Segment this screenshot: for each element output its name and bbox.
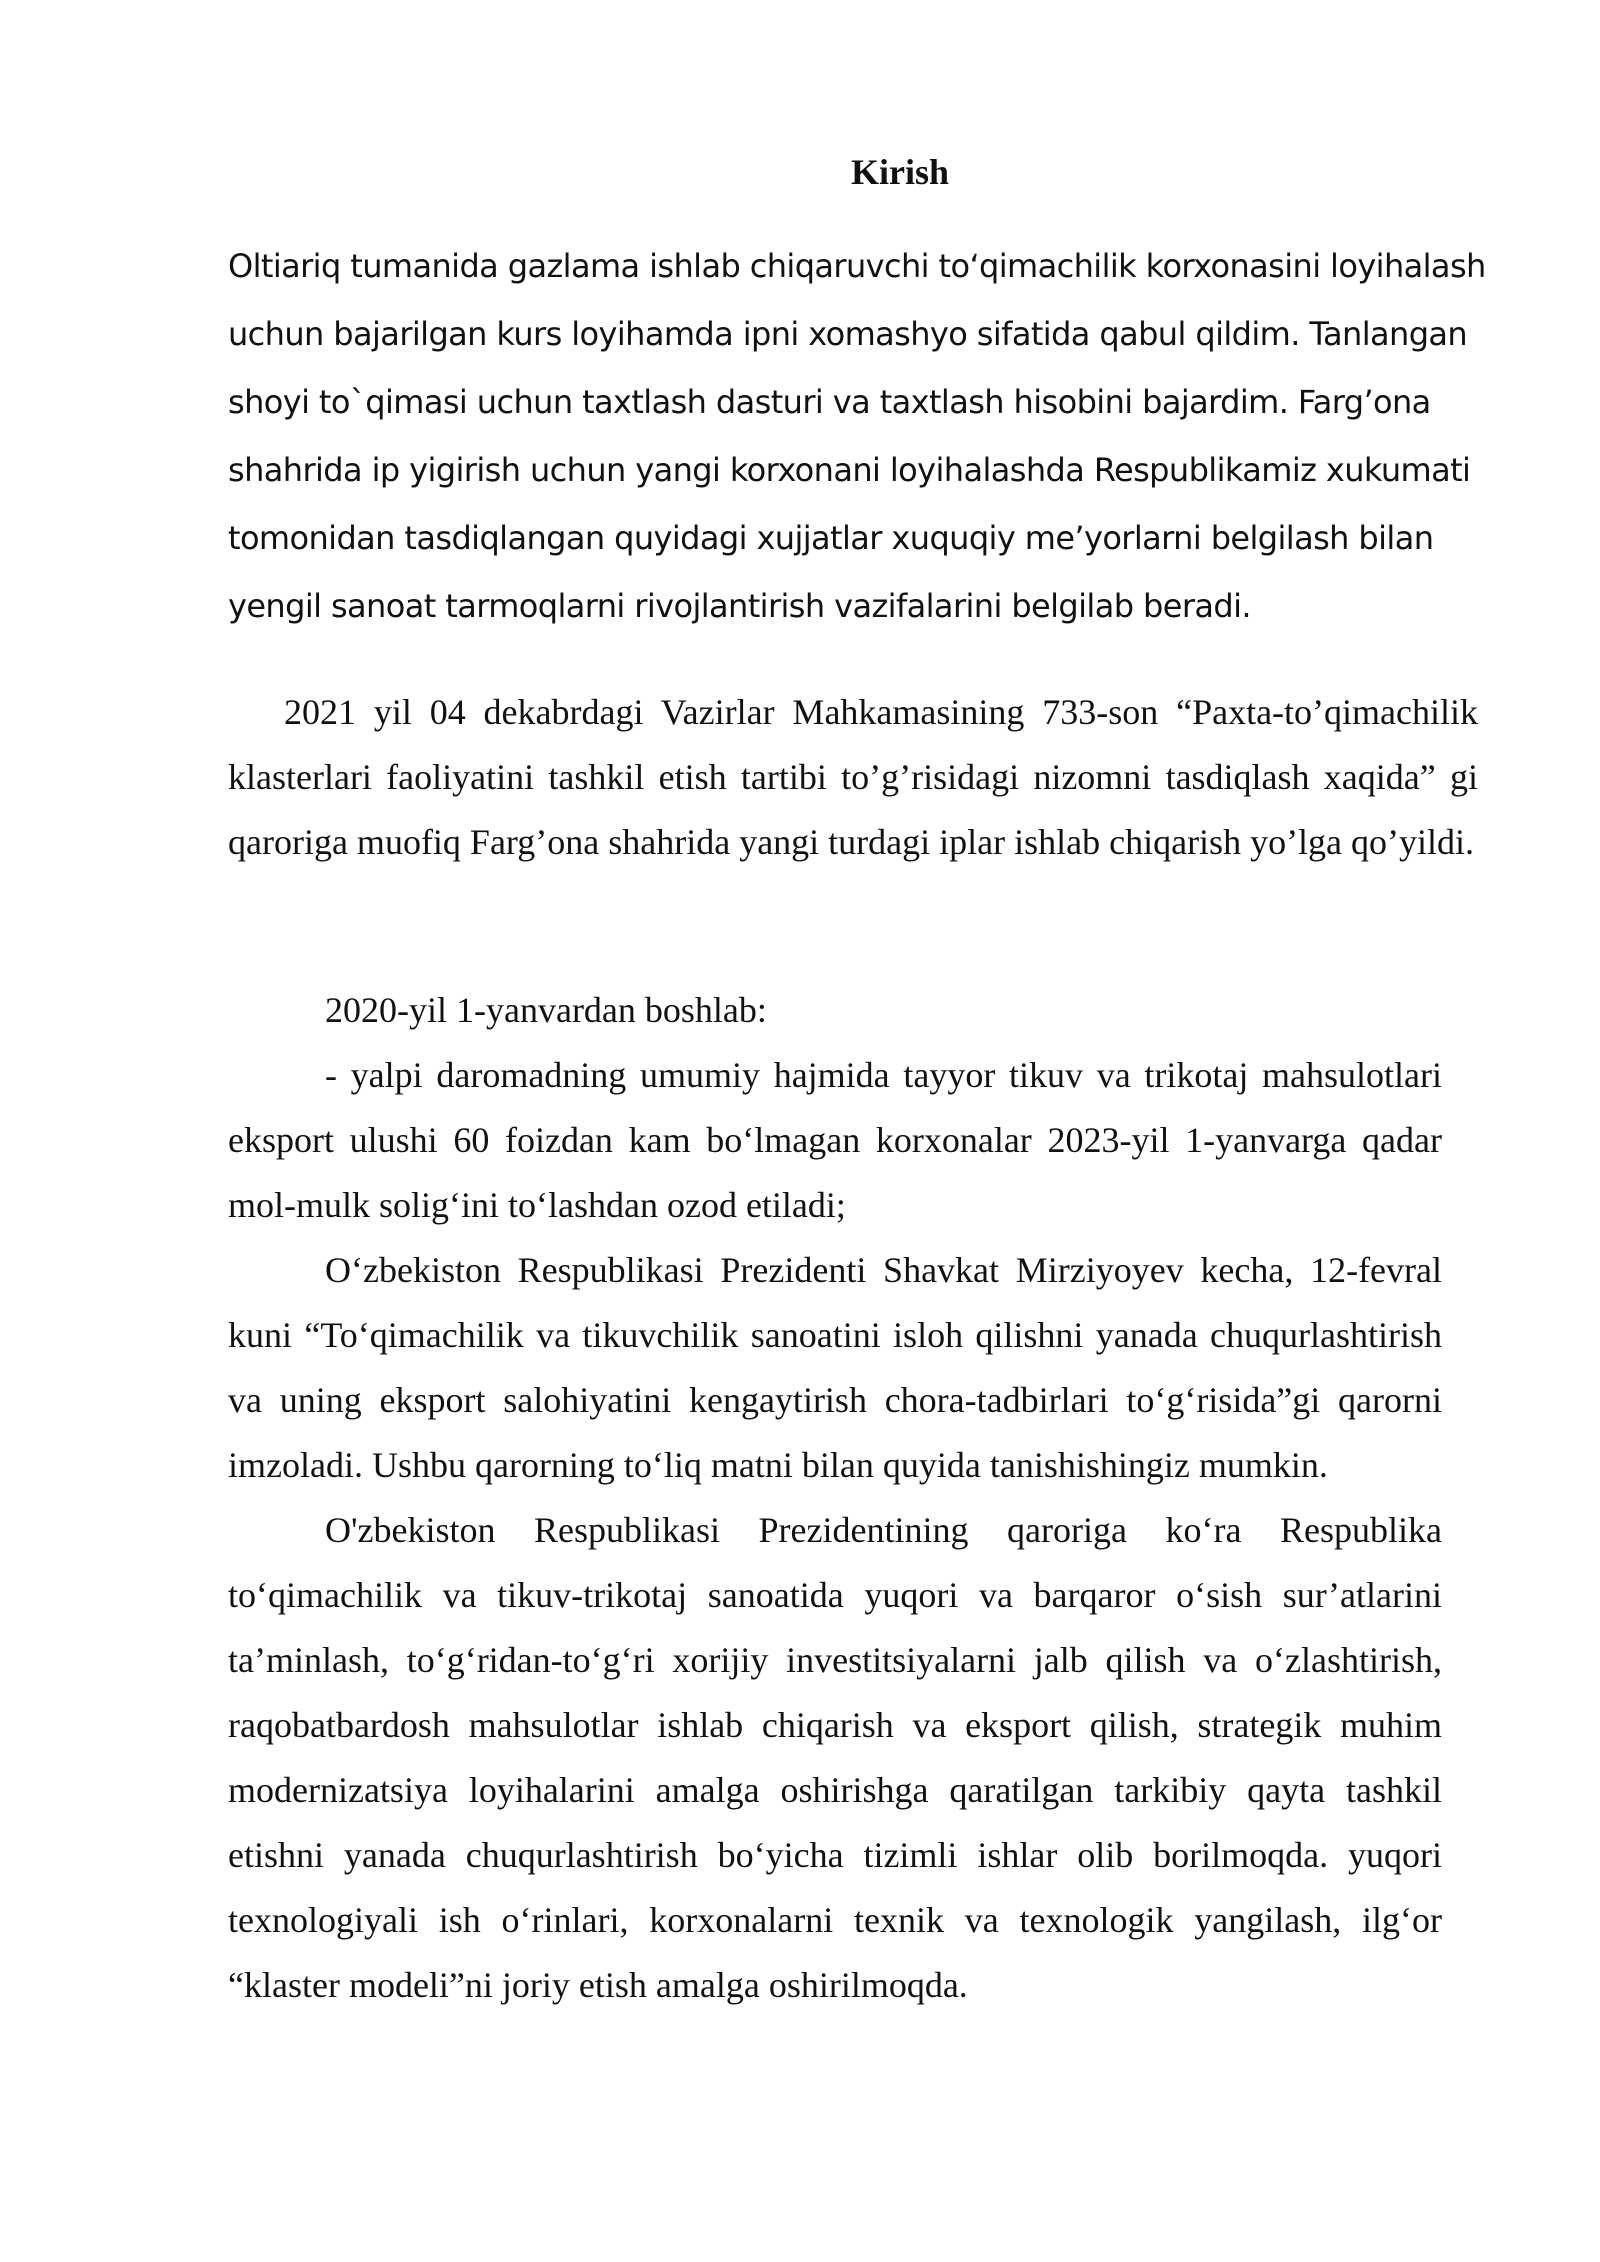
intro-line: yengil sanoat tarmoqlarni rivojlantirish vazifalarini belgilab beradi. <box>228 587 1251 625</box>
intro-line: tomonidan tasdiqlangan quyidagi xujjatlar xuquqiy me’yorlarni belgilash bilan <box>228 519 1434 557</box>
body-section <box>228 978 1442 2018</box>
intro-paragraph <box>228 232 1488 640</box>
intro-line: shahrida ip yigirish uchun yangi korxonani loyihalashda Respublikamiz xukumati <box>228 451 1471 489</box>
intro-line: uchun bajarilgan kurs loyihamda ipni xomashyo sifatida qabul qildim. Tanlangan <box>228 315 1468 353</box>
decree-paragraph: 2021 yil 04 dekabrdagi Vazirlar Mahkamasining 733-son “Paxta-to’qimachilik klasterlari faoliyatini tashkil etish tartibi to’g’risidagi nizomni tasdiqlash xaqida” gi qaroriga muofiq Farg’ona shahrida yangi turdagi iplar ishlab chiqarish yo’lga qo’yildi. <box>228 692 1478 862</box>
body-paragraph-industry-reform: O'zbekiston Respublikasi Prezidentining qaroriga ko‘ra Respublika to‘qimachilik va tikuv-trikotaj sanoatida yuqori va barqaror o‘sish sur’atlarini ta’minlash, to‘g‘ridan-to‘g‘ri xorijiy investitsiyalarni jalb qilish va o‘zlashtirish, raqobatbardosh mahsulotlar ishlab chiqarish va eksport qilish, strategik muhim modernizatsiya loyihalarini amalga oshirishga qaratilgan tarkibiy qayta tashkil etishni yanada chuqurlashtirish bo‘yicha tizimli ishlar olib borilmoqda. yuqori texnologiyali ish o‘rinlari, korxonalarni texnik va texnologik yangilash, ilg‘or “klaster modeli”ni joriy etish amalga oshirilmoqda. <box>228 1510 1442 2005</box>
intro-line: shoyi to`qimasi uchun taxtlash dasturi va taxtlash hisobini bajardim. Farg’ona <box>228 383 1431 421</box>
body-paragraph-tax-exemption: - yalpi daromadning umumiy hajmida tayyor tikuv va trikotaj mahsulotlari eksport ulushi 60 foizdan kam bo‘lmagan korxonalar 2023-yil 1-yanvarga qadar mol-mulk solig‘ini to‘lashdan ozod etiladi; <box>228 1055 1442 1225</box>
body-paragraph-start-date: 2020-yil 1-yanvardan boshlab: <box>325 990 767 1030</box>
body-paragraph-president-decree: O‘zbekiston Respublikasi Prezidenti Shavkat Mirziyoyev kecha, 12-fevral kuni “To‘qimachilik va tikuvchilik sanoatini isloh qilishni yanada chuqurlashtirish va uning eksport salohiyatini kengaytirish chora-tadbirlari to‘g‘risida”gi qarorni imzoladi. Ushbu qarorning to‘liq matni bilan quyida tanishishingiz mumkin. <box>228 1250 1442 1485</box>
decree-section <box>228 680 1478 875</box>
intro-line: Oltiariq tumanida gazlama ishlab chiqaruvchi to‘qimachilik korxonasini loyihalash <box>228 247 1486 285</box>
document-title: Kirish <box>850 152 949 192</box>
